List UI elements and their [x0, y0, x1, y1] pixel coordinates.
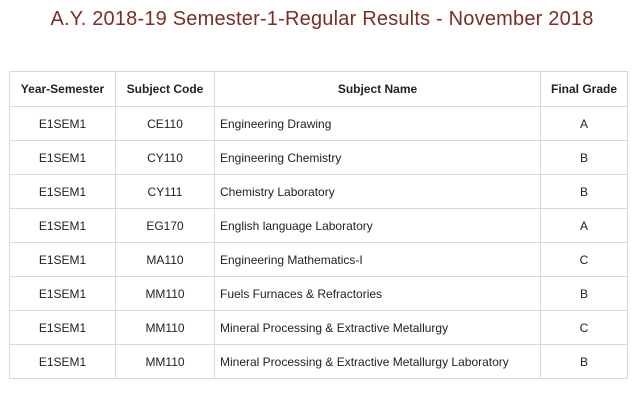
cell-subject-name: Mineral Processing & Extractive Metallurgy Laboratory	[215, 345, 541, 379]
results-table-header	[10, 72, 628, 107]
cell-subject-code: MM110	[116, 311, 215, 345]
table-row	[10, 345, 628, 379]
cell-subject-name: Engineering Chemistry	[215, 141, 541, 175]
header-subject-code: Subject Code	[116, 72, 215, 107]
header-year-semester: Year-Semester	[10, 72, 116, 107]
cell-year-semester: E1SEM1	[10, 311, 116, 345]
cell-final-grade: B	[541, 175, 628, 209]
cell-final-grade: B	[541, 141, 628, 175]
cell-subject-name: English language Laboratory	[215, 209, 541, 243]
cell-year-semester: E1SEM1	[10, 107, 116, 141]
cell-year-semester: E1SEM1	[10, 243, 116, 277]
cell-year-semester: E1SEM1	[10, 345, 116, 379]
cell-final-grade: C	[541, 311, 628, 345]
cell-final-grade: B	[541, 345, 628, 379]
cell-year-semester: E1SEM1	[10, 141, 116, 175]
cell-final-grade: A	[541, 107, 628, 141]
cell-subject-name: Engineering Drawing	[215, 107, 541, 141]
cell-subject-code: MM110	[116, 277, 215, 311]
table-row	[10, 175, 628, 209]
cell-subject-code: EG170	[116, 209, 215, 243]
table-row	[10, 141, 628, 175]
cell-subject-name: Mineral Processing & Extractive Metallurgy	[215, 311, 541, 345]
cell-year-semester: E1SEM1	[10, 209, 116, 243]
table-row	[10, 311, 628, 345]
results-table	[9, 71, 628, 379]
header-final-grade: Final Grade	[541, 72, 628, 107]
results-table-body	[10, 107, 628, 379]
cell-subject-name: Fuels Furnaces & Refractories	[215, 277, 541, 311]
header-row	[10, 72, 628, 107]
cell-year-semester: E1SEM1	[10, 277, 116, 311]
cell-subject-code: CY110	[116, 141, 215, 175]
cell-final-grade: C	[541, 243, 628, 277]
cell-subject-code: CY111	[116, 175, 215, 209]
cell-subject-code: MM110	[116, 345, 215, 379]
header-subject-name: Subject Name	[215, 72, 541, 107]
cell-year-semester: E1SEM1	[10, 175, 116, 209]
table-row	[10, 209, 628, 243]
cell-final-grade: A	[541, 209, 628, 243]
cell-subject-name: Chemistry Laboratory	[215, 175, 541, 209]
cell-final-grade: B	[541, 277, 628, 311]
table-row	[10, 243, 628, 277]
cell-subject-code: CE110	[116, 107, 215, 141]
cell-subject-code: MA110	[116, 243, 215, 277]
page-title: A.Y. 2018-19 Semester-1-Regular Results - November 2018	[50, 8, 594, 30]
cell-subject-name: Engineering Mathematics-I	[215, 243, 541, 277]
table-row	[10, 107, 628, 141]
table-row	[10, 277, 628, 311]
